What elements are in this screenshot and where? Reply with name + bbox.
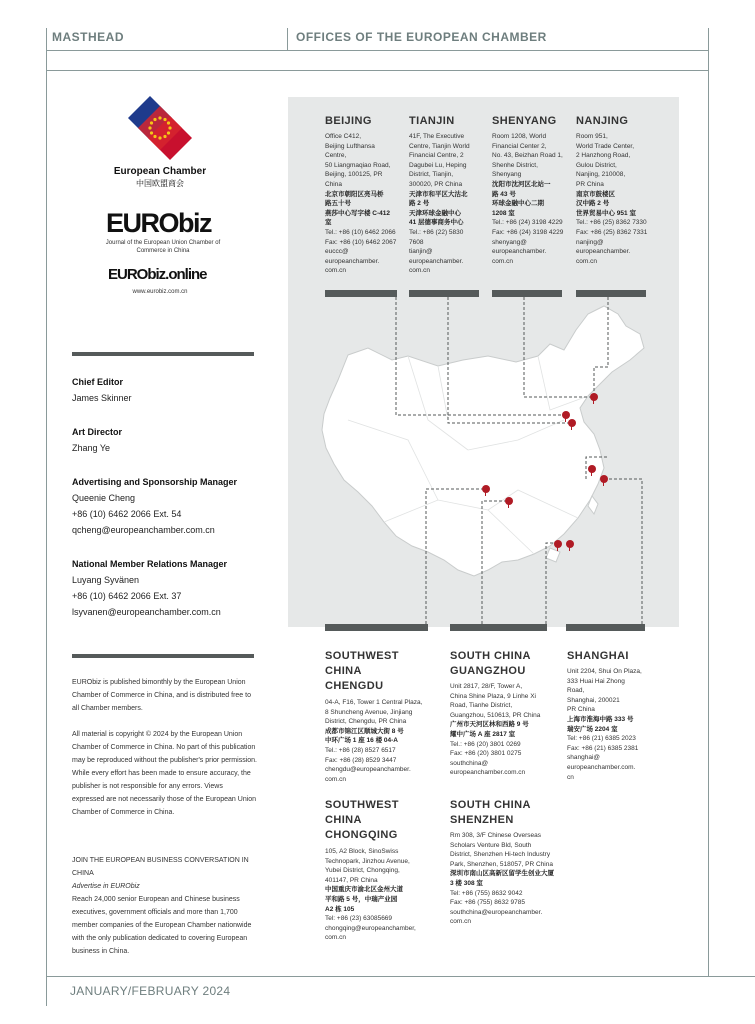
contact-line: Tel: +86 (23) 63085669 [325,915,393,923]
staff-email[interactable]: lsyvanen@europeanchamber.com.cn [72,607,221,617]
office-address-shenzhen [450,831,568,927]
eurobiz-online-logo: EURObiz.online [108,266,207,283]
address-line: PR China [567,706,595,714]
address-line: China [325,180,342,188]
staff-email[interactable]: qcheng@europeanchamber.com.cn [72,525,215,535]
address-line: Road, Tianhe District, [450,702,513,710]
address-line: Park, Shenzhen, 518057, PR China [450,860,553,868]
address-line-cn: 41 层德事商务中心 [409,219,464,227]
address-line-cn: 汉中路 2 号 [576,200,610,208]
contact-line: Fax: +86 (24) 3198 4229 [492,228,564,236]
staff-role: National Member Relations Manager [72,559,228,569]
staff-name: James Skinner [72,393,132,403]
contact-line: shanghai@ [567,754,600,762]
address-line: 333 Huai Hai Zhong [567,677,625,685]
offices-title: OFFICES OF THE EUROPEAN CHAMBER [296,30,547,44]
header-rule-bottom [46,70,709,71]
office-city-shanghai: SHANGHAI [567,650,629,662]
staff-role: Advertising and Sponsorship Manager [72,477,238,487]
address-line-cn: 路 2 号 [409,200,430,208]
address-line-cn: 室 [325,219,332,227]
advertise-block [72,854,257,958]
advertise-title: JOIN THE EUROPEAN BUSINESS CONVERSATION IN CHINA [72,857,249,877]
european-chamber-logo [128,96,192,162]
address-line-cn: 上海市淮海中路 333 号 [567,715,634,723]
map-pin-shenzhen[interactable] [566,540,574,548]
address-line: Yubei District, Chongqing, [325,867,400,875]
contact-line: chengdu@europeanchamber. [325,766,411,774]
office-address-chengdu [325,698,443,784]
contact-line: nanjing@ [576,238,604,246]
staff-name: Queenie Cheng [72,493,136,503]
divider-top [72,352,254,356]
contact-line: shenyang@ [492,238,527,246]
address-line: 8 Shuncheng Avenue, Jinjiang [325,708,413,716]
contact-line: com.cn [325,775,346,783]
address-line: Beijing Lufthansa [325,142,375,150]
contact-line: Tel.: +86 (10) 6462 2066 [325,228,396,236]
contact-line: Fax: +86 (28) 8529 3447 [325,756,397,764]
office-city-beijing: BEIJING [325,115,372,127]
address-line: Beijing, 100125, PR [325,171,383,179]
contact-line: cn [567,773,574,781]
map-pin-nanjing[interactable] [588,465,596,473]
address-line-cn: 中国重庆市渝北区金州大道 [325,886,403,894]
address-line: Scholars Venture Bld, South [450,841,532,849]
contact-line: europeanchamber. [576,248,631,256]
address-line-cn: 1208 室 [492,209,515,217]
contact-line: europeanchamber. [492,248,547,256]
copyright-note: All material is copyright © 2024 by the European Union Chamber of Commerce in China. No part of this publication may be reproduced without the publisher's prior permission. While every effort has been made to ensure accuracy, the publisher is not responsible for any errors. Views expressed are not necessarily those of the European Union Chamber of Commerce in China. [72,731,257,816]
contact-line: Tel.: +86 (25) 8362 7330 [576,219,647,227]
address-line: District, Shenzhen Hi-tech Industry [450,851,551,859]
divider-bottom [72,654,254,658]
address-line-cn: 广州市天河区林和西路 9 号 [450,721,529,729]
address-line: Unit 2817, 28/F, Tower A, [450,683,523,690]
map-pin-shenyang[interactable] [590,393,598,401]
office-address-shanghai [567,667,667,782]
contact-line: com.cn [325,934,346,942]
address-line: District, Tianjin, [409,171,454,179]
contact-line: Tel.: +86 (28) 8527 6517 [325,746,396,754]
staff-phone: +86 (10) 6462 2066 Ext. 54 [72,509,182,519]
address-line: 105, A2 Block, SinoSwiss [325,848,399,855]
staff-art-director [72,424,122,456]
address-line-cn: 瑞安广场 2204 室 [567,725,618,733]
contact-line: Tel.: +86 (20) 3801 0269 [450,740,521,748]
staff-phone: +86 (10) 6462 2066 Ext. 37 [72,591,182,601]
address-line-cn: 路五十号 [325,200,351,208]
office-address-nanjing [576,132,661,266]
address-line-cn: A2 栋 105 [325,905,355,913]
address-line: No. 43, Beizhan Road 1, [492,152,563,160]
frame-left-line [46,28,47,1006]
address-line: Dagubei Lu, Heping [409,161,467,169]
address-line: Unit 2204, Shui On Plaza, [567,668,642,675]
city-line: SOUTHWEST [325,650,399,662]
address-line-cn: 燕莎中心写字楼 C-412 [325,209,391,217]
city-line: CHINA [325,814,362,826]
address-line: Room 951, [576,133,608,140]
address-line: Shanghai, 200021 [567,696,620,704]
contact-line: europeanchamber. [325,257,380,265]
contact-line: southchina@europeanchamber. [450,908,543,916]
address-line: 2 Hanzhong Road, [576,152,631,160]
footer-rule [46,976,755,977]
address-line: Shenhe District, [492,161,538,169]
address-line: 401147, PR China [325,876,378,884]
issue-date: JANUARY/FEBRUARY 2024 [70,984,231,998]
contact-line: tianjin@ [409,248,433,256]
office-address-guangzhou [450,682,562,778]
map-pin-shanghai[interactable] [600,475,608,483]
office-city-shenzhen [450,798,531,828]
contact-line: com.cn [325,267,346,275]
staff-name: Luyang Syvänen [72,575,140,585]
address-line-cn: 环球金融中心二期 [492,200,544,208]
address-line: Road, [567,687,585,695]
city-line: CHONGQING [325,829,398,841]
office-address-tianjin [409,132,489,276]
contact-line: Fax: +86 (755) 8632 9785 [450,899,525,907]
contact-line: europeanchamber. [409,257,464,265]
address-line-cn: 天津环球金融中心 [409,209,461,217]
address-line-cn: 深圳市南山区高新区留学生创业大厦 [450,870,554,878]
office-address-beijing [325,132,405,276]
address-line: 300020, PR China [409,180,463,188]
contact-line: Fax: +86 (21) 6385 2381 [567,744,639,752]
address-line: 50 Liangmaqiao Road, [325,161,391,169]
address-line: Centre, Tianjin World [409,142,470,150]
address-line: Financial Centre, 2 [409,152,464,160]
address-line: Office C412, [325,133,362,140]
city-line: SOUTH CHINA [450,799,531,811]
address-line-cn: 北京市朝阳区亮马桥 [325,190,384,198]
address-line-cn: 耀中广场 A 座 2817 室 [450,730,516,738]
address-line: Centre, [325,152,347,160]
office-city-shenyang: SHENYANG [492,115,557,127]
address-line: Shenyang [492,171,522,179]
header-rule-top [46,50,709,51]
address-line: 04-A, F16, Tower 1 Central Plaza, [325,699,423,706]
address-line: Financial Center 2, [492,142,547,150]
city-line: CHENGDU [325,680,384,692]
staff-role: Art Director [72,427,123,437]
office-city-chongqing [325,798,399,843]
office-address-chongqing [325,847,443,943]
address-line-cn: 南京市鼓楼区 [576,190,615,198]
office-city-guangzhou [450,649,531,679]
address-line: District, Chengdu, PR China [325,718,407,726]
map-pin-chengdu[interactable] [482,485,490,493]
address-line-cn: 路 43 号 [492,190,516,198]
address-line-cn: 世界贸易中心 951 室 [576,209,636,217]
city-line: GUANGZHOU [450,665,526,677]
contact-line: com.cn [492,257,513,265]
city-line: CHINA [325,665,362,677]
address-line-cn: 成都市锦江区顺城大街 8 号 [325,727,404,735]
masthead-title: MASTHEAD [52,30,124,44]
header-divider [287,28,288,50]
address-line: Technopark, Jinzhou Avenue, [325,857,410,865]
contact-line: Fax: +86 (20) 3801 0275 [450,750,522,758]
contact-line: Fax: +86 (25) 8362 7331 [576,228,648,236]
contact-line: Tel: +86 (21) 6385 2023 [567,735,636,743]
address-line-cn: 沈阳市沈河区北站一 [492,180,551,188]
city-line: SOUTH CHINA [450,650,531,662]
address-line: China Shine Plaza, 9 Linhe Xi [450,692,537,700]
city-line: SHENZHEN [450,814,514,826]
map-pin-tianjin[interactable] [568,419,576,427]
staff-member-relations-manager [72,556,227,620]
address-line-cn: 天津市和平区大沽北 [409,190,468,198]
office-city-nanjing: NANJING [576,115,629,127]
advertise-subtitle: Advertise in EURObiz [72,883,140,890]
address-line: Nanjing, 210008, [576,171,626,179]
address-line-cn: 中环广场 1 座 16 楼 04-A [325,737,398,745]
address-line: Room 1208, World [492,133,547,140]
address-line: Gulou District, [576,161,617,169]
staff-role: Chief Editor [72,377,123,387]
contact-line: europeanchamber.com. [567,763,636,771]
contact-line: com.cn [450,918,471,926]
contact-line: chongqing@europeanchamber, [325,924,416,932]
office-city-tianjin: TIANJIN [409,115,455,127]
map-pin-chongqing[interactable] [505,497,513,505]
address-line: Guangzhou, 510613, PR China [450,711,541,719]
contact-line: southchina@ [450,759,489,767]
chamber-name-cn: 中国欧盟商会 [136,179,184,188]
contact-line: euccc@ [325,248,349,256]
contact-line: Tel: +86 (755) 8632 9042 [450,889,523,897]
eurobiz-url[interactable]: www.eurobiz.com.cn [132,289,188,295]
map-pin-guangzhou[interactable] [554,540,562,548]
contact-line: Tel.: +86 (24) 3198 4229 [492,219,563,227]
eurobiz-tagline: Journal of the European Union Chamber of Commerce in China [105,240,221,254]
advertise-text: Reach 24,000 senior European and Chinese business executives, government officials and more than 1,700 member companies of the European Chamber nationwide with the only publication dedicated to covering European business in China. [72,896,252,955]
staff-chief-editor [72,374,132,406]
eurobiz-logo: EURObiz [106,208,212,238]
address-line-cn: 平和路 5 号，中瑞产业园 [325,895,398,903]
contact-line: com.cn [409,267,430,275]
address-line-cn: 3 楼 308 室 [450,879,483,887]
city-line: SOUTHWEST [325,799,399,811]
map-pin-beijing[interactable] [562,411,570,419]
contact-line: 7608 [409,238,424,246]
contact-line: Tel.: +86 (22) 5830 [409,228,464,236]
address-line: 41F, The Executive [409,133,465,140]
address-line: PR China [576,180,604,188]
contact-line: com.cn [576,257,597,265]
chamber-name: European Chamber [113,166,207,177]
office-city-chengdu [325,649,399,694]
office-address-shenyang [492,132,572,266]
contact-line: europeanchamber.com.cn [450,769,526,777]
staff-name: Zhang Ye [72,443,111,453]
contact-line: Fax: +86 (10) 6462 2067 [325,238,397,246]
address-line: World Trade Center, [576,142,635,150]
address-line: Rm 308, 3/F Chinese Overseas [450,832,542,839]
publication-note: EURObiz is published bimonthly by the European Union Chamber of Commerce in China, and is distributed free to all Chamber members. [72,679,251,712]
frame-right-line [708,28,709,976]
staff-advertising-manager [72,474,237,538]
